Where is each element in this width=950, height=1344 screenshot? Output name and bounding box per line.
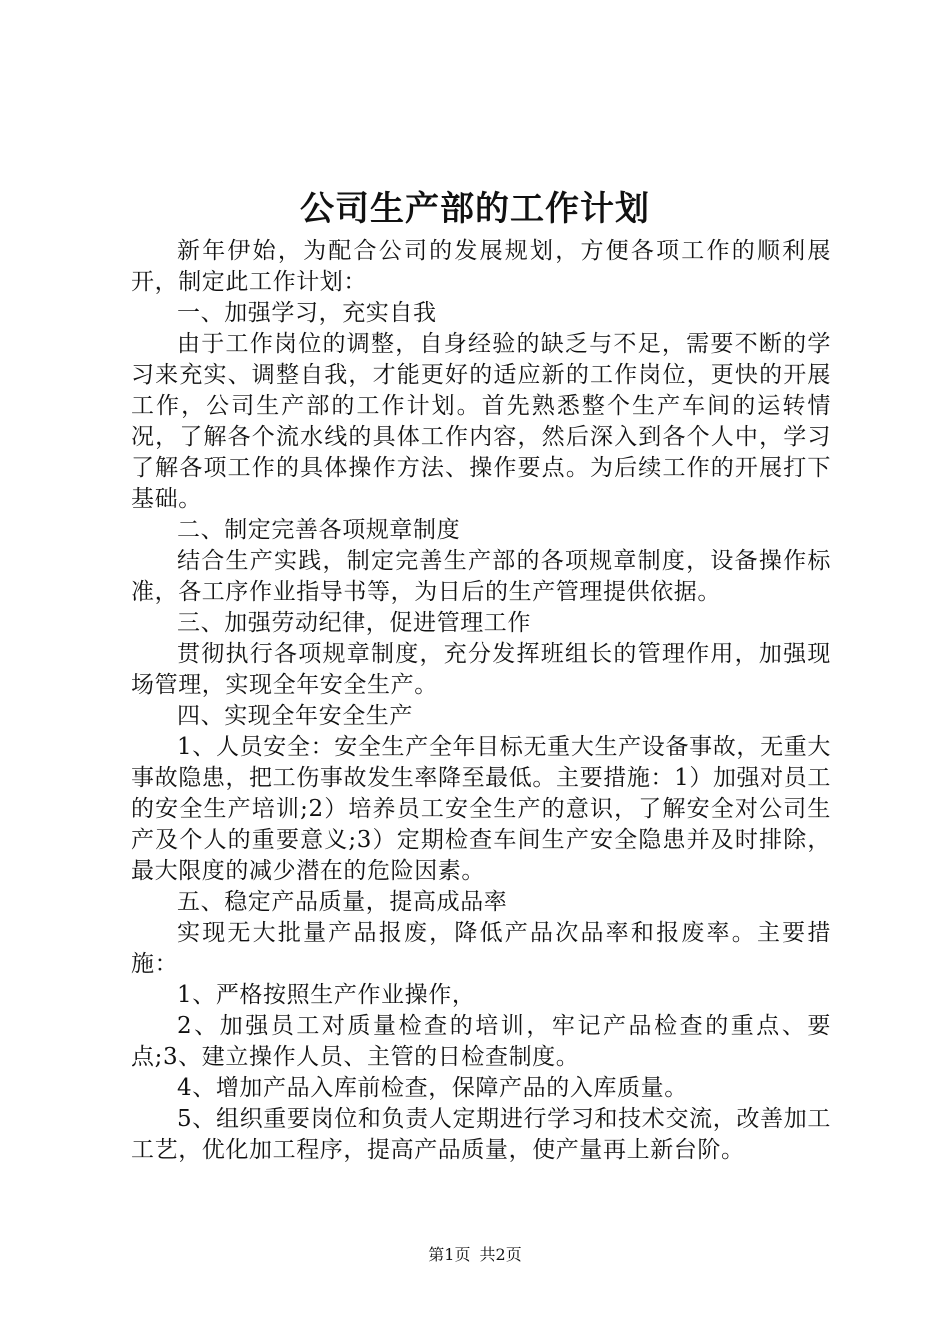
- section-heading-4: 四、实现全年安全生产: [177, 703, 413, 729]
- intro-paragraph: 新年伊始，为配合公司的发展规划，方便各项工作的顺利展开，制定此工作计划：: [131, 238, 831, 295]
- section-paragraph-4: 1、人员安全：安全生产全年目标无重大生产设备事故，无重大事故隐患，把工伤事故发生率降至最低。主要措施：1）加强对员工的安全生产培训;2）培养员工安全生产的意识，了解安全对公司生产及个人的重要意义;3）定期检查车间生产安全隐患并及时排除，最大限度的减少潜在的危险因素。: [131, 734, 831, 884]
- document-title: 公司生产部的工作计划: [300, 189, 650, 229]
- section-paragraph-1: 由于工作岗位的调整，自身经验的缺乏与不足，需要不断的学习来充实、调整自我，才能更好的适应新的工作岗位，更快的开展工作，公司生产部的工作计划。首先熟悉整个生产车间的运转情况，了解各个流水线的具体工作内容，然后深入到各个人中，学习了解各项工作的具体操作方法、操作要点。为后续工作的开展打下基础。: [131, 331, 831, 512]
- section-paragraph-2: 结合生产实践，制定完善生产部的各项规章制度，设备操作标准，各工序作业指导书等，为日后的生产管理提供依据。: [131, 548, 831, 605]
- section-heading-1: 一、加强学习，充实自我: [177, 300, 437, 326]
- measure-item-2: 2、加强员工对质量检查的培训，牢记产品检查的重点、要点;3、建立操作人员、主管的日检查制度。: [131, 1013, 831, 1070]
- measure-item-1: 1、严格按照生产作业操作，: [177, 982, 476, 1008]
- section-paragraph-3: 贯彻执行各项规章制度，充分发挥班组长的管理作用，加强现场管理，实现全年安全生产。: [131, 641, 831, 698]
- measure-item-5: 5、组织重要岗位和负责人定期进行学习和技术交流，改善加工工艺，优化加工程序，提高产品质量，使产量再上新台阶。: [131, 1106, 831, 1163]
- page-number: 第1页: [428, 1245, 471, 1264]
- section-heading-5: 五、稳定产品质量，提高成品率: [177, 889, 508, 915]
- page-total: 共2页: [479, 1245, 522, 1264]
- page-footer: [0, 1243, 950, 1267]
- section-heading-3: 三、加强劳动纪律，促进管理工作: [177, 610, 531, 636]
- section-heading-2: 二、制定完善各项规章制度: [177, 517, 461, 543]
- section-paragraph-5: 实现无大批量产品报废，降低产品次品率和报废率。主要措施：: [131, 920, 831, 977]
- measure-item-4: 4、增加产品入库前检查，保障产品的入库质量。: [177, 1075, 688, 1101]
- document-body: [131, 236, 831, 1166]
